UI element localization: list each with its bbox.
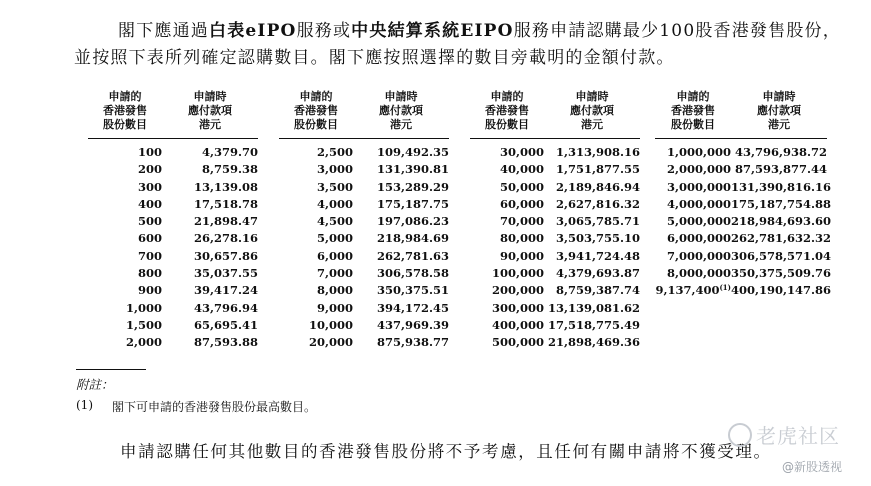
shares-value: 7,000,000: [666, 248, 731, 263]
shares-cell: [279, 300, 353, 317]
table-row: [88, 179, 258, 196]
amount-cell: 306,578,571.04: [731, 248, 832, 263]
shares-value: 400: [137, 196, 162, 211]
table-row: [279, 179, 449, 196]
table-row: [88, 230, 258, 247]
shares-cell: [88, 196, 162, 213]
shares-cell: [470, 317, 544, 334]
shares-value: 5,000,000: [666, 214, 731, 229]
shares-cell: [470, 230, 544, 247]
table-row: [279, 300, 449, 317]
table-row: [88, 144, 258, 161]
header-line: 申請的: [676, 90, 710, 103]
shares-cell: [470, 213, 544, 230]
table-row: [470, 317, 640, 334]
shares-cell: [279, 317, 353, 334]
shares-value: 500,000: [491, 335, 544, 350]
amount-cell: 2,189,846.94: [555, 179, 640, 194]
shares-value: 70,000: [499, 214, 544, 229]
shares-value: 9,137,400: [655, 283, 720, 298]
table-row: [470, 144, 640, 161]
amount-cell: 26,278.16: [193, 231, 258, 246]
table-row: [470, 230, 640, 247]
shares-value: 4,000: [316, 196, 353, 211]
shares-cell: [279, 179, 353, 196]
amount-cell: 43,796.94: [193, 300, 258, 315]
footnote-marker: (1): [719, 283, 731, 293]
amount-cell: 87,593,877.44: [734, 162, 827, 177]
amount-cell: 175,187.75: [376, 196, 449, 211]
table-row: [88, 196, 258, 213]
table-row: [88, 213, 258, 230]
note-item: [76, 398, 316, 415]
shares-value: 5,000: [316, 231, 353, 246]
shares-value: 3,500: [316, 179, 353, 194]
amount-cell: 35,037.55: [193, 266, 258, 281]
header-line: 申請時: [384, 90, 418, 103]
amount-cell: 109,492.35: [376, 145, 449, 159]
amount-cell: 13,139,081.62: [547, 300, 640, 315]
shares-cell: [88, 248, 162, 265]
amount-cell: 3,503,755.10: [555, 231, 640, 246]
header-line: 申請時: [193, 90, 227, 103]
shares-value: 10,000: [308, 317, 353, 332]
table-row: [88, 282, 258, 299]
shares-cell: [88, 213, 162, 230]
amount-cell: 17,518.78: [193, 196, 258, 211]
intro-line-1: [74, 18, 844, 45]
amount-cell: 65,695.41: [193, 317, 258, 332]
amount-cell: 262,781.63: [376, 248, 449, 263]
amount-cell: 1,313,908.16: [555, 145, 640, 159]
header-amount: [162, 90, 258, 138]
amount-cell: 17,518,775.49: [547, 317, 640, 332]
amount-cell: 394,172.45: [376, 300, 449, 315]
shares-cell: [88, 317, 162, 334]
shares-cell: [655, 265, 731, 282]
shares-cell: [88, 144, 162, 161]
table-row: [470, 282, 640, 299]
shares-value: 300: [137, 179, 162, 194]
shares-cell: [88, 161, 162, 178]
header-shares: [88, 90, 162, 138]
table-row: [279, 144, 449, 161]
shares-value: 8,000: [316, 283, 353, 298]
shares-cell: [279, 213, 353, 230]
watermark-sub: @新股透视: [782, 460, 843, 474]
tiger-logo-icon: [728, 423, 752, 447]
shares-cell: [655, 282, 731, 299]
watermark-text: 老虎社区: [756, 424, 840, 448]
table-row: [88, 248, 258, 265]
table-row: [655, 213, 832, 230]
header-line: 香港發售: [294, 104, 338, 117]
shares-value: 90,000: [499, 248, 544, 263]
shares-cell: [279, 282, 353, 299]
note-text: 閣下可申請的香港發售股份最高數目。: [112, 400, 317, 414]
amount-cell: 8,759.38: [201, 162, 258, 177]
shares-value: 600: [137, 231, 162, 246]
header-line: 港元: [581, 118, 603, 131]
table-row: [88, 161, 258, 178]
table-row: [279, 265, 449, 282]
table-header: [655, 90, 827, 139]
amount-cell: 3,065,785.71: [555, 214, 640, 229]
amount-cell: 39,417.24: [193, 283, 258, 298]
amount-cell: 87,593.88: [193, 335, 258, 350]
amount-cell: 350,375,509.76: [731, 266, 832, 281]
table-row: [470, 300, 640, 317]
header-line: 申請時: [762, 90, 796, 103]
shares-cell: [279, 161, 353, 178]
shares-value: 30,000: [499, 145, 544, 159]
amount-cell: 13,139.08: [193, 179, 258, 194]
header-line: 香港發售: [103, 104, 147, 117]
table-row: [88, 317, 258, 334]
table-row: [88, 334, 258, 351]
shares-cell: [470, 300, 544, 317]
amount-cell: 306,578.58: [376, 266, 449, 281]
header-shares: [279, 90, 353, 138]
shares-cell: [655, 196, 731, 213]
amount-cell: 400,190,147.86: [731, 283, 832, 298]
header-amount: [353, 90, 449, 138]
table-group-3: [470, 90, 640, 352]
table-header: [88, 90, 258, 139]
intro-bold-white-form: 白表eIPO: [209, 21, 297, 41]
header-line: 港元: [768, 118, 790, 131]
shares-cell: [655, 161, 731, 178]
header-line: 股份數目: [485, 118, 529, 131]
table-header: [470, 90, 640, 139]
table-row: [279, 248, 449, 265]
shares-value: 2,000,000: [666, 162, 731, 177]
header-line: 應付款項: [757, 104, 801, 117]
amount-cell: 30,657.86: [193, 248, 258, 263]
header-line: 申請的: [108, 90, 142, 103]
shares-cell: [655, 144, 731, 161]
amount-cell: 131,390,816.16: [731, 179, 832, 194]
shares-value: 20,000: [308, 335, 353, 350]
table-row: [470, 213, 640, 230]
shares-cell: [88, 265, 162, 282]
header-line: 股份數目: [294, 118, 338, 131]
amount-cell: 21,898.47: [193, 214, 258, 229]
table-row: [279, 317, 449, 334]
watermark-main: [728, 420, 840, 449]
table-row: [279, 213, 449, 230]
shares-cell: [470, 248, 544, 265]
shares-cell: [470, 282, 544, 299]
shares-cell: [279, 248, 353, 265]
table-row: [655, 265, 832, 282]
table-row: [655, 282, 832, 299]
amount-cell: 875,938.77: [376, 335, 449, 350]
amount-cell: 218,984,693.60: [731, 214, 832, 229]
table-row: [655, 196, 832, 213]
shares-value: 4,500: [316, 214, 353, 229]
shares-cell: [470, 196, 544, 213]
header-shares: [655, 90, 731, 138]
shares-value: 100: [137, 145, 162, 159]
shares-value: 60,000: [499, 196, 544, 211]
notes-title: 附註：: [76, 377, 114, 392]
closing-statement: 申請認購任何其他數目的香港發售股份將不予考慮，且任何有關申請將不獲受理。: [120, 442, 772, 461]
shares-cell: [470, 179, 544, 196]
header-shares: [470, 90, 544, 138]
intro-text: 服務申請認購最少100股香港發售股份，: [513, 21, 841, 41]
intro-paragraph: [74, 18, 844, 72]
header-line: 應付款項: [379, 104, 423, 117]
table-row: [470, 248, 640, 265]
table-row: [470, 265, 640, 282]
shares-value: 2,000: [125, 335, 162, 350]
header-line: 香港發售: [485, 104, 529, 117]
note-number: (1): [76, 398, 93, 412]
table-row: [470, 179, 640, 196]
shares-value: 2,500: [316, 145, 353, 159]
table-row: [470, 196, 640, 213]
shares-cell: [279, 334, 353, 351]
shares-cell: [655, 213, 731, 230]
shares-cell: [88, 334, 162, 351]
shares-cell: [470, 161, 544, 178]
intro-bold-ccass: 中央結算系統EIPO: [351, 21, 514, 41]
shares-cell: [88, 300, 162, 317]
shares-value: 9,000: [316, 300, 353, 315]
shares-value: 100,000: [491, 266, 544, 281]
amount-cell: 218,984.69: [376, 231, 449, 246]
shares-cell: [88, 179, 162, 196]
shares-cell: [279, 265, 353, 282]
table-row: [655, 144, 827, 161]
table-row: [279, 230, 449, 247]
header-line: 申請時: [575, 90, 609, 103]
shares-value: 300,000: [491, 300, 544, 315]
table-row: [655, 248, 832, 265]
shares-cell: [279, 196, 353, 213]
shares-cell: [655, 230, 731, 247]
shares-cell: [470, 334, 544, 351]
header-line: 應付款項: [570, 104, 614, 117]
intro-text: 閣下應通過: [118, 21, 209, 41]
table-row: [279, 282, 449, 299]
amount-cell: 4,379,693.87: [555, 266, 640, 281]
amount-cell: 3,941,724.48: [555, 248, 640, 263]
amount-cell: 262,781,632.32: [731, 231, 832, 246]
table-row: [279, 161, 449, 178]
amount-cell: 131,390.81: [376, 162, 449, 177]
shares-value: 3,000: [316, 162, 353, 177]
intro-line-2: 並按照下表所列確定認購數目。閣下應按照選擇的數目旁載明的金額付款。: [74, 48, 675, 68]
shares-cell: [655, 179, 731, 196]
table-group-1: [88, 90, 258, 352]
shares-value: 700: [137, 248, 162, 263]
table-row: [279, 196, 449, 213]
shares-cell: [655, 248, 731, 265]
table-row: [470, 161, 640, 178]
shares-cell: [470, 265, 544, 282]
shares-cell: [88, 282, 162, 299]
shares-value: 80,000: [499, 231, 544, 246]
shares-cell: [279, 230, 353, 247]
amount-cell: 197,086.23: [376, 214, 449, 229]
header-line: 股份數目: [671, 118, 715, 131]
table-row: [470, 334, 640, 351]
shares-value: 6,000,000: [666, 231, 731, 246]
amount-cell: 437,969.39: [376, 317, 449, 332]
table-group-4: [655, 90, 832, 300]
header-line: 應付款項: [188, 104, 232, 117]
shares-value: 900: [137, 283, 162, 298]
amount-cell: 8,759,387.74: [555, 283, 640, 298]
shares-value: 1,000,000: [666, 145, 731, 159]
header-amount: [544, 90, 640, 138]
shares-value: 50,000: [499, 179, 544, 194]
header-line: 申請的: [299, 90, 333, 103]
amount-cell: 153,289.29: [376, 179, 449, 194]
shares-cell: [470, 144, 544, 161]
header-line: 股份數目: [103, 118, 147, 131]
shares-value: 40,000: [499, 162, 544, 177]
table-row: [655, 230, 832, 247]
shares-value: 4,000,000: [666, 196, 731, 211]
shares-value: 1,000: [125, 300, 162, 315]
table-row: [88, 265, 258, 282]
amount-cell: 21,898,469.36: [547, 335, 640, 350]
header-line: 港元: [390, 118, 412, 131]
amount-cell: 350,375.51: [376, 283, 449, 298]
header-line: 申請的: [490, 90, 524, 103]
amount-cell: 4,379.70: [201, 145, 258, 159]
shares-value: 1,500: [125, 317, 162, 332]
header-line: 香港發售: [671, 104, 715, 117]
table-row: [88, 300, 258, 317]
header-line: 港元: [199, 118, 221, 131]
shares-value: 6,000: [316, 248, 353, 263]
amount-cell: 1,751,877.55: [555, 162, 640, 177]
amount-cell: 2,627,816.32: [555, 196, 640, 211]
table-row: [279, 334, 449, 351]
shares-value: 400,000: [491, 317, 544, 332]
notes-divider: [76, 369, 146, 370]
amount-cell: 43,796,938.72: [734, 145, 827, 159]
shares-value: 3,000,000: [666, 179, 731, 194]
table-row: [655, 179, 832, 196]
shares-cell: [88, 230, 162, 247]
shares-value: 200: [137, 162, 162, 177]
table-header: [279, 90, 449, 139]
intro-text: 服務或: [296, 21, 352, 41]
shares-value: 7,000: [316, 266, 353, 281]
header-amount: [731, 90, 827, 138]
table-row: [655, 161, 827, 178]
shares-cell: [279, 144, 353, 161]
amount-cell: 175,187,754.88: [731, 196, 832, 211]
shares-value: 8,000,000: [666, 266, 731, 281]
shares-value: 200,000: [491, 283, 544, 298]
table-group-2: [279, 90, 449, 352]
shares-value: 800: [137, 266, 162, 281]
shares-value: 500: [137, 214, 162, 229]
